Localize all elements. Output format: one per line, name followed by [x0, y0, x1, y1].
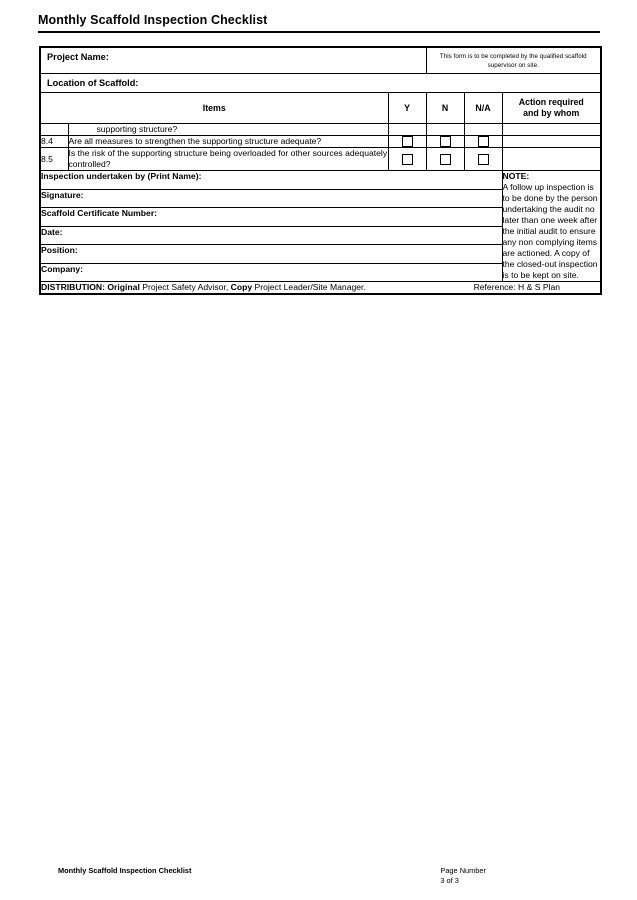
project-name-label: Project Name: — [47, 52, 109, 62]
checkbox-icon[interactable] — [478, 154, 489, 165]
checkbox-icon[interactable] — [440, 136, 451, 147]
signoff-label[interactable]: Signature: — [40, 189, 502, 208]
signoff-label[interactable]: Inspection undertaken by (Print Name): — [40, 171, 502, 190]
column-header-yes: Y — [388, 93, 426, 124]
distribution-copy-text: Project Leader/Site Manager. — [254, 282, 366, 293]
checkbox-icon[interactable] — [440, 154, 451, 165]
action-cell[interactable] — [502, 136, 601, 148]
distribution-original-text: Project Safety Advisor, — [142, 282, 229, 293]
item-text: Is the risk of the supporting structure being overloaded for other sources adequately controlled? — [68, 148, 388, 170]
signoff-row-print-name — [40, 171, 601, 190]
footer-page-value: 3 of 3 — [440, 876, 459, 885]
item-number: 8.5 — [40, 148, 68, 171]
supervisor-note-text: This form is to be completed by the qualified scaffold supervisor on site. — [439, 53, 587, 69]
column-header-action-line1: Action required — [518, 97, 584, 107]
item-text: Are all measures to strengthen the supporting structure adequate? — [68, 136, 388, 148]
signoff-label[interactable]: Date: — [40, 226, 502, 245]
action-cell[interactable] — [502, 124, 601, 136]
column-header-action-line2: and by whom — [523, 108, 580, 118]
checkbox-icon[interactable] — [478, 136, 489, 147]
item-number — [40, 124, 68, 136]
checkbox-cell-yes[interactable] — [388, 148, 426, 171]
distribution-cell — [40, 282, 601, 295]
item-text: supporting structure? — [68, 124, 388, 136]
checkbox-cell-na[interactable] — [464, 148, 502, 171]
supervisor-note-cell — [426, 47, 601, 74]
reference-text: Reference: H & S Plan — [473, 282, 561, 293]
table-header-row — [40, 93, 601, 124]
checkbox-icon[interactable] — [402, 154, 413, 165]
table-row — [40, 148, 601, 171]
note-body: A follow up inspection is to be done by the person undertaking the audit no later than one week after the initial audit to ensure any non complying items are actioned. A copy of the closed-out inspection is to be kept on site. — [502, 182, 598, 281]
project-name-row — [40, 47, 601, 74]
distribution-copy-label: Copy — [230, 282, 253, 293]
checkbox-cell-no[interactable] — [426, 124, 464, 136]
column-header-no: N — [426, 93, 464, 124]
checkbox-cell-yes[interactable] — [388, 136, 426, 148]
signoff-label[interactable]: Scaffold Certificate Number: — [40, 208, 502, 227]
footer-document-name: Monthly Scaffold Inspection Checklist — [58, 866, 192, 875]
table-row — [40, 136, 601, 148]
note-heading: NOTE: — [502, 171, 530, 182]
distribution-text — [41, 282, 366, 293]
distribution-original-label: Original — [107, 282, 140, 293]
checkbox-cell-na[interactable] — [464, 124, 502, 136]
inspection-form-table — [39, 46, 602, 295]
location-row — [40, 74, 601, 93]
distribution-row — [40, 282, 601, 295]
title-divider — [38, 31, 600, 33]
column-header-items: Items — [40, 93, 388, 124]
action-cell[interactable] — [502, 148, 601, 171]
checkbox-cell-na[interactable] — [464, 136, 502, 148]
note-box — [502, 171, 601, 282]
checkbox-cell-yes[interactable] — [388, 124, 426, 136]
footer-page-label: Page Number — [440, 866, 486, 875]
signoff-label[interactable]: Company: — [40, 263, 502, 282]
checkbox-icon[interactable] — [402, 136, 413, 147]
distribution-prefix: DISTRIBUTION: — [41, 282, 105, 293]
location-label: Location of Scaffold: — [47, 78, 139, 88]
checkbox-cell-no[interactable] — [426, 136, 464, 148]
page-footer — [58, 866, 578, 886]
checkbox-cell-no[interactable] — [426, 148, 464, 171]
column-header-action — [502, 93, 601, 124]
signoff-label[interactable]: Position: — [40, 245, 502, 264]
table-row — [40, 124, 601, 136]
footer-page-number — [440, 866, 578, 886]
title-block — [38, 12, 600, 33]
project-name-cell[interactable] — [40, 47, 426, 74]
column-header-na: N/A — [464, 93, 502, 124]
location-cell[interactable] — [40, 74, 601, 93]
item-number: 8.4 — [40, 136, 68, 148]
page-title: Monthly Scaffold Inspection Checklist — [38, 13, 268, 27]
